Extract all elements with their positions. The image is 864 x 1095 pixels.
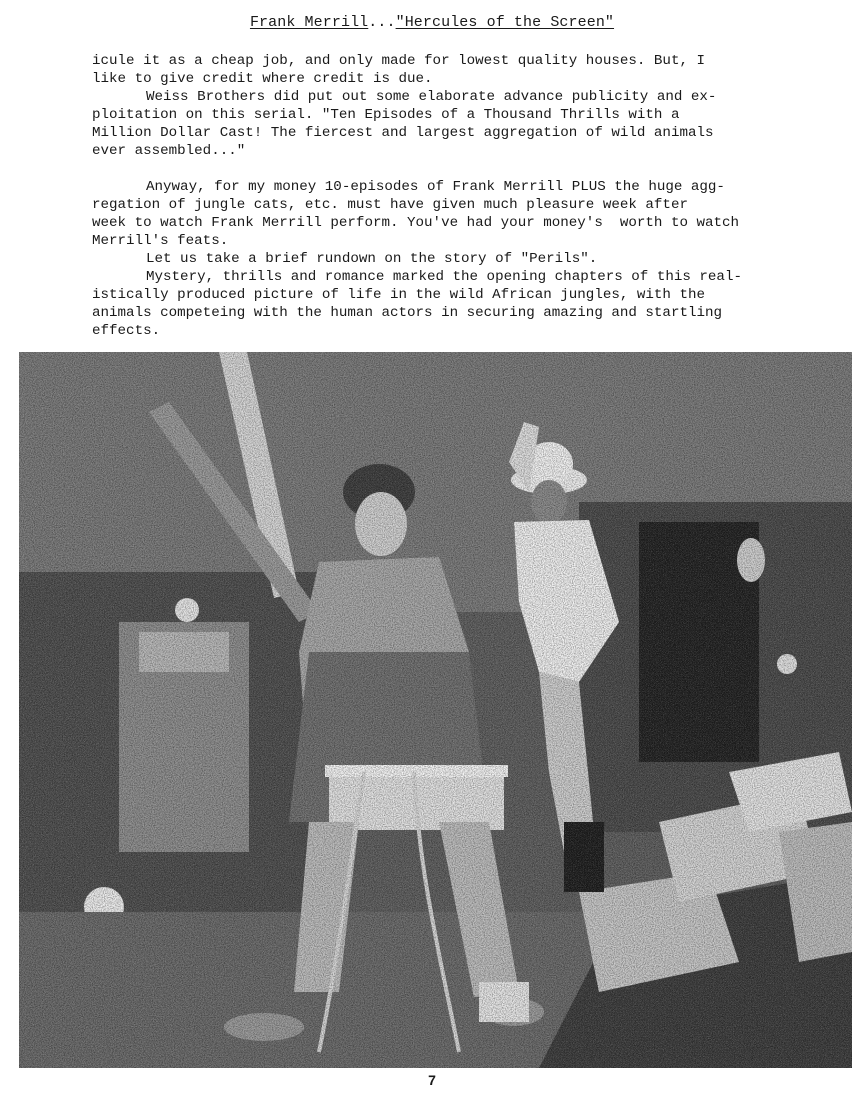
text-line: ploitation on this serial. "Ten Episodes of a Thousand Thrills with a [92, 107, 680, 123]
text-line: Let us take a brief rundown on the story of "Perils". [146, 251, 598, 267]
text-line: like to give credit where credit is due. [92, 71, 433, 87]
page-number: 7 [428, 1072, 436, 1088]
text-line: animals competeing with the human actors in securing amazing and startling [92, 305, 723, 321]
film-still-photo [19, 352, 852, 1068]
text-line: week to watch Frank Merrill perform. You've had your money's worth to watch [92, 215, 740, 231]
text-line: Million Dollar Cast! The fiercest and largest aggregation of wild animals [92, 125, 714, 141]
text-line: istically produced picture of life in the wild African jungles, with the [92, 287, 705, 303]
text-line: Mystery, thrills and romance marked the opening chapters of this real- [146, 269, 742, 285]
text-line: ever assembled..." [92, 143, 246, 159]
header-separator: ... [368, 14, 396, 31]
article-body [92, 52, 792, 340]
running-header [0, 14, 864, 31]
text-line: icule it as a cheap job, and only made for lowest quality houses. But, I [92, 53, 705, 69]
paragraph-gap [92, 160, 792, 178]
header-name: Frank Merrill [249, 14, 369, 31]
text-line: effects. [92, 323, 161, 339]
text-line: Weiss Brothers did put out some elaborate advance publicity and ex- [146, 89, 717, 105]
text-line: regation of jungle cats, etc. must have given much pleasure week after [92, 197, 688, 213]
header-subtitle: "Hercules of the Screen" [395, 14, 615, 31]
text-line: Merrill's feats. [92, 233, 229, 249]
text-line: Anyway, for my money 10-episodes of Frank Merrill PLUS the huge agg- [146, 179, 725, 195]
